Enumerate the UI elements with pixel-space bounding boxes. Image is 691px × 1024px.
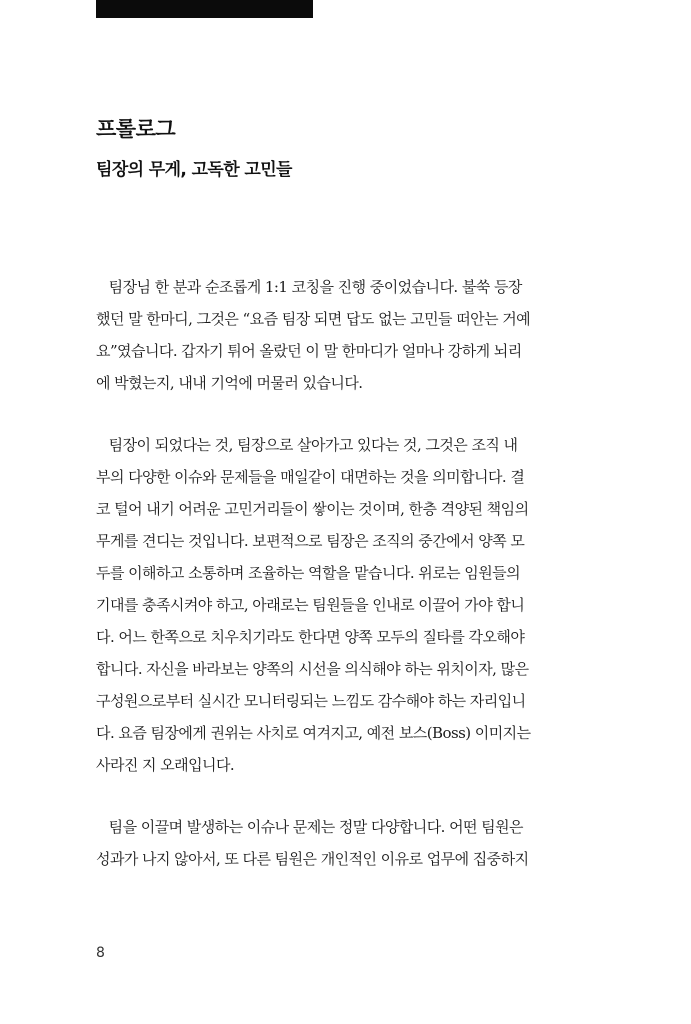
body-text xyxy=(96,271,576,905)
text-line: 구성원으로부터 실시간 모니터링되는 느낌도 감수해야 하는 자리입니 xyxy=(96,692,526,710)
header-bar xyxy=(96,0,313,18)
page-number: 8 xyxy=(96,945,105,961)
text-line: 부의 다양한 이슈와 문제들을 매일같이 대면하는 것을 의미합니다. 결 xyxy=(96,468,525,486)
paragraph xyxy=(96,271,576,399)
text-line: 했던 말 한마디, 그것은 “요즘 팀장 되면 답도 없는 고민들 떠안는 거예 xyxy=(96,310,531,328)
text-line: 요”였습니다. 갑자기 튀어 올랐던 이 말 한마디가 얼마나 강하게 뇌리 xyxy=(96,342,522,360)
text-line: 다. 어느 한쪽으로 치우치기라도 한다면 양쪽 모두의 질타를 각오해야 xyxy=(96,628,525,646)
text-line: 코 털어 내기 어려운 고민거리들이 쌓이는 것이며, 한층 격양된 책임의 xyxy=(96,500,529,518)
paragraph xyxy=(96,811,576,875)
text-line: 에 박혔는지, 내내 기억에 머물러 있습니다. xyxy=(96,374,363,392)
chapter-subtitle: 팀장의 무게, 고독한 고민들 xyxy=(96,160,292,180)
text-line: 팀을 이끌며 발생하는 이슈나 문제는 정말 다양합니다. 어떤 팀원은 xyxy=(96,818,523,836)
text-line: 성과가 나지 않아서, 또 다른 팀원은 개인적인 이유로 업무에 집중하지 xyxy=(96,850,529,868)
chapter-title: 프롤로그 xyxy=(96,117,176,141)
text-line: 무게를 견디는 것입니다. 보편적으로 팀장은 조직의 중간에서 양쪽 모 xyxy=(96,532,525,550)
text-line: 합니다. 자신을 바라보는 양쪽의 시선을 의식해야 하는 위치이자, 많은 xyxy=(96,660,529,678)
text-line: 사라진 지 오래입니다. xyxy=(96,756,235,774)
text-line: 팀장님 한 분과 순조롭게 1:1 코칭을 진행 중이었습니다. 불쑥 등장 xyxy=(96,278,522,296)
text-line: 기대를 충족시켜야 하고, 아래로는 팀원들을 인내로 이끌어 가야 합니 xyxy=(96,596,525,614)
paragraph xyxy=(96,429,576,781)
text-line: 두를 이해하고 소통하며 조율하는 역할을 맡습니다. 위로는 임원들의 xyxy=(96,564,521,582)
text-line: 팀장이 되었다는 것, 팀장으로 살아가고 있다는 것, 그것은 조직 내 xyxy=(96,436,518,454)
text-line: 다. 요즘 팀장에게 권위는 사치로 여겨지고, 예전 보스(Boss) 이미지는 xyxy=(96,724,531,742)
